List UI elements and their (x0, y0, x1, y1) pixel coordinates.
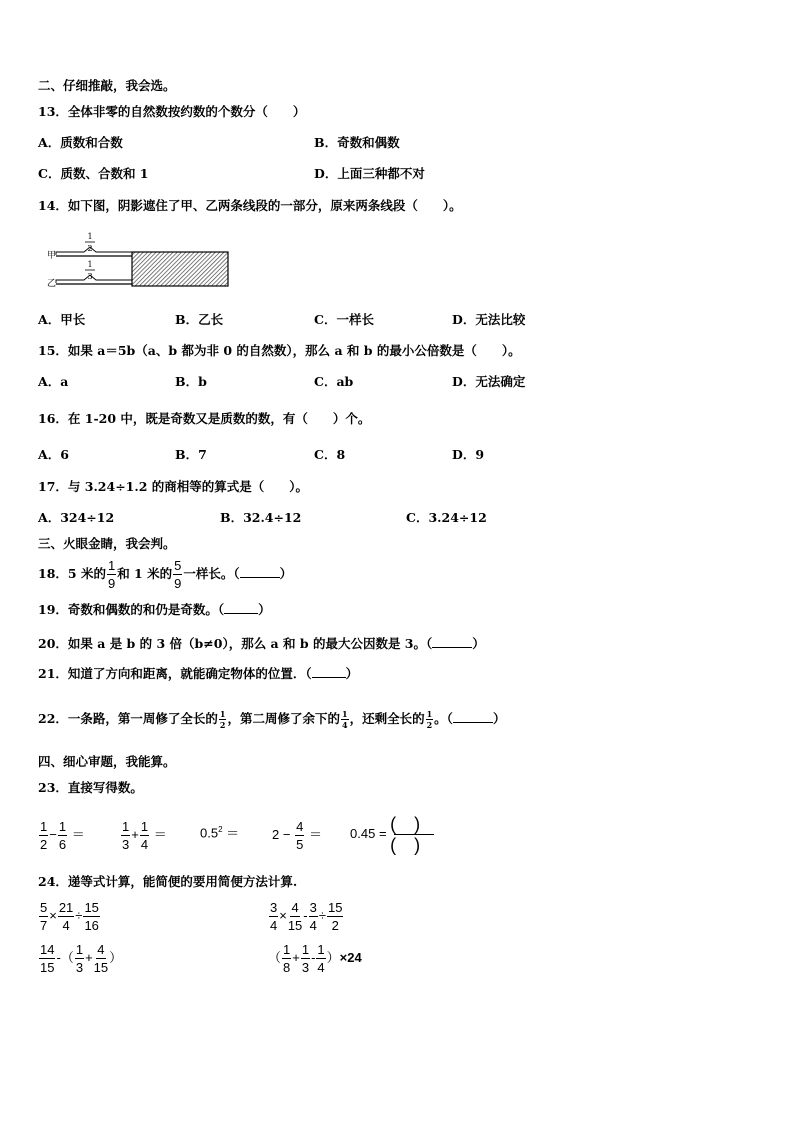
q22-fraction-2-den: 4 (342, 720, 348, 730)
q24-e4-f3-num: 1 (317, 942, 325, 958)
q24-e3-f3-den: 15 (93, 960, 109, 976)
q24-e3-right-paren: ） (109, 950, 123, 965)
q18-text-1: 18．5 米的 (38, 566, 106, 581)
q16-option-c[interactable]: C．8 (314, 447, 346, 462)
q23-e2-frac-a (121, 820, 130, 851)
q23-e1-equals: ＝ (71, 827, 85, 842)
q24-e3-f1-den: 15 (40, 960, 55, 976)
q24-e4-op1: + (292, 950, 300, 965)
q24-e2-frac-3 (309, 901, 318, 932)
q21-close-paren: ） (345, 666, 359, 681)
q24-e2-op1: × (279, 908, 287, 923)
q15-option-c[interactable]: C．ab (314, 374, 354, 389)
q17-option-c[interactable]: C．3.24÷12 (406, 510, 487, 525)
q23-e5-denominator-blank[interactable]: () (390, 835, 439, 856)
q24-e2-f1-num: 3 (270, 900, 278, 916)
q16-option-b[interactable]: B．7 (175, 447, 207, 462)
q22-fraction-3 (426, 710, 434, 729)
q13-option-a[interactable]: A．质数和合数 (38, 135, 123, 150)
q22-fraction-1 (219, 710, 227, 729)
q14-yi-brace (56, 275, 132, 283)
q20-text: 20．如果 a 是 b 的 3 倍（b≠0），那么 a 和 b 的最大公因数是 3。（ (38, 636, 433, 651)
q23-e5-equals: = (378, 826, 387, 841)
q23-e4-equals: ＝ (308, 827, 322, 842)
q14-jia-brace (56, 247, 132, 255)
q13-option-b[interactable]: B．奇数和偶数 (314, 135, 400, 150)
section-title-calc: 四、细心审题，我能算。 (38, 754, 176, 769)
q22-text-3: ，还剩全长的 (349, 711, 425, 726)
q24-e2-f4-num: 15 (328, 900, 343, 916)
q24-e1-f1-num: 5 (40, 900, 48, 916)
q24-e3-frac-3 (94, 943, 108, 974)
q23-e2-equals: ＝ (153, 827, 167, 842)
q20-statement (38, 638, 485, 651)
q24-e1-op1: × (49, 908, 57, 923)
q14-option-b[interactable]: B．乙长 (175, 312, 224, 327)
q18-fraction-1 (107, 559, 116, 590)
q23-stem: 23．直接写得数。 (38, 780, 143, 795)
q24-e1-f2-den: 4 (62, 918, 70, 934)
q23-e4-op: − (282, 827, 291, 842)
q14-yi-frac-den: 3 (87, 272, 93, 281)
q16-stem: 16．在 1-20 中，既是奇数又是质数的数，有（ ）个。 (38, 411, 371, 426)
q20-answer-blank[interactable] (432, 647, 472, 648)
q15-option-d[interactable]: D．无法确定 (452, 374, 526, 389)
q24-e4-f1-num: 1 (283, 942, 291, 958)
q24-e1-op2: ÷ (75, 908, 83, 923)
q14-jia-frac-num: 1 (87, 232, 93, 241)
q23-e1-b-den: 6 (58, 837, 67, 853)
q14-yi-frac-num: 1 (87, 260, 93, 269)
q24-e1-frac-2 (58, 901, 74, 932)
q24-e3-f1-num: 14 (40, 942, 55, 958)
q23-e1-a-num: 1 (40, 819, 48, 835)
q24-e1-f3-den: 16 (84, 918, 99, 934)
q15-option-b[interactable]: B．b (175, 374, 207, 389)
q18-text-4: ） (279, 566, 293, 581)
q23-e2-a-den: 3 (122, 837, 130, 853)
q23-e3-base: 0.5 (200, 825, 219, 841)
q22-fraction-2-num: 1 (342, 709, 348, 719)
q17-stem: 17．与 3.24÷1.2 的商相等的算式是（ ）。 (38, 479, 309, 494)
q14-segment-figure (44, 228, 234, 292)
q18-fraction-2-num: 5 (174, 558, 182, 573)
q24-e2-frac-4 (327, 901, 343, 932)
q23-e3-exponent: 2 (218, 825, 223, 834)
q24-e2-f3-num: 3 (309, 900, 317, 916)
q21-statement (38, 668, 358, 681)
q22-text-4: 。（ (434, 711, 453, 726)
q17-option-a[interactable]: A．324÷12 (38, 510, 115, 525)
q24-e2-f2-den: 15 (287, 918, 303, 934)
q24-e3-f2-den: 3 (75, 960, 84, 976)
q14-shaded-block (132, 252, 228, 286)
q14-figure-svg (44, 228, 234, 292)
q15-stem: 15．如果 a＝5b（a、b 都为非 0 的自然数），那么 a 和 b 的最小公倍数是（ ）。 (38, 343, 521, 358)
q22-answer-blank[interactable] (453, 722, 493, 723)
q24-e2-op3: ÷ (318, 908, 327, 923)
q14-option-a[interactable]: A．甲长 (38, 312, 86, 327)
q24-e4-f1-den: 8 (283, 960, 291, 976)
q23-e2-a-num: 1 (122, 819, 130, 835)
q24-e2-f2-num: 4 (291, 900, 299, 916)
q24-e1-f1-den: 7 (40, 918, 48, 934)
q24-e4-f3-den: 4 (317, 960, 325, 976)
q22-fraction-1-den: 2 (219, 720, 226, 730)
q16-option-a[interactable]: A．6 (38, 447, 69, 462)
q22-statement (38, 705, 505, 733)
q24-e4-op2: - (311, 950, 316, 965)
q24-e2-op2: - (303, 908, 308, 923)
q14-jia-frac-den: 2 (87, 244, 93, 253)
q24-stem: 24．递等式计算，能简便的要用简便方法计算. (38, 874, 298, 889)
q18-fraction-2-den: 9 (174, 576, 182, 591)
q13-stem: 13．全体非零的自然数按约数的个数分（ ） (38, 104, 306, 119)
q24-e3-f3-num: 4 (97, 942, 105, 958)
q18-statement (38, 557, 292, 591)
q14-label-jia: 甲 (47, 251, 57, 261)
q24-expr-4 (268, 940, 362, 976)
q23-e2-frac-b (140, 820, 149, 851)
q23-e1-frac-b (58, 820, 67, 851)
q16-option-d[interactable]: D．9 (452, 447, 485, 462)
q23-e4-frac (295, 820, 304, 851)
q24-e2-f4-den: 2 (331, 918, 339, 934)
q24-e2-frac-2 (288, 901, 302, 932)
q23-e1-b-num: 1 (58, 819, 67, 835)
q23-expr-4 (272, 818, 322, 852)
q24-e3-f2-num: 1 (75, 942, 84, 958)
q24-e4-right-paren: ） (326, 950, 340, 965)
q24-e4-frac-3 (316, 943, 325, 974)
q22-close-paren: ） (492, 711, 506, 726)
q24-e4-f2-num: 1 (301, 942, 310, 958)
q24-expr-3 (38, 940, 122, 976)
q23-e5-lhs: 0.45 (350, 826, 376, 841)
section-title-choice: 二、仔细推敲，我会选。 (38, 78, 176, 93)
q14-label-yi: 乙 (47, 279, 57, 289)
q18-fraction-1-den: 9 (107, 576, 116, 591)
q19-answer-blank[interactable] (224, 613, 258, 614)
q13-option-d[interactable]: D．上面三种都不对 (314, 166, 425, 181)
q20-close-paren: ） (472, 636, 485, 651)
q24-e4-frac-2 (301, 943, 310, 974)
q24-e4-f2-den: 3 (301, 960, 310, 976)
q24-expr-2 (268, 898, 344, 934)
q23-expr-1 (38, 818, 85, 852)
q24-e2-frac-1 (269, 901, 278, 932)
q14-stem: 14．如下图，阴影遮住了甲、乙两条线段的一部分，原来两条线段（ ）。 (38, 198, 462, 213)
q23-e5-numerator-blank[interactable]: () (390, 814, 439, 835)
q23-e2-op: + (131, 827, 139, 842)
q24-e2-f1-den: 4 (270, 918, 278, 934)
q17-option-b[interactable]: B．32.4÷12 (220, 510, 302, 525)
q23-e5-answer-fraction[interactable] (390, 815, 438, 854)
q24-e3-frac-1 (39, 943, 55, 974)
q24-e3-frac-2 (75, 943, 84, 974)
q21-text: 21．知道了方向和距离，就能确定物体的位置．（ (38, 666, 312, 681)
q19-text: 19．奇数和偶数的和仍是奇数。（ (38, 602, 225, 617)
q22-fraction-2 (341, 710, 349, 729)
q23-e1-frac-a (39, 820, 48, 851)
q23-e1-a-den: 2 (40, 837, 48, 853)
q24-e1-frac-3 (83, 901, 99, 932)
q24-e1-f3-num: 15 (84, 900, 99, 916)
q24-e1-frac-1 (39, 901, 48, 932)
q18-fraction-2 (173, 559, 182, 590)
q23-e3-equals: ＝ (226, 825, 240, 841)
q21-answer-blank[interactable] (312, 677, 346, 678)
q19-close-paren: ） (258, 602, 271, 617)
q23-e2-b-den: 4 (140, 837, 149, 853)
q23-e4-whole: 2 (272, 827, 280, 842)
q23-e2-b-num: 1 (140, 819, 149, 835)
q14-option-c[interactable]: C．一样长 (314, 312, 374, 327)
q23-expr-5 (350, 812, 438, 856)
q14-option-d[interactable]: D．无法比较 (452, 312, 526, 327)
q24-e1-f2-num: 21 (58, 900, 74, 916)
q18-fraction-1-num: 1 (107, 558, 116, 573)
q24-expr-1 (38, 898, 101, 934)
q24-e4-left-paren: （ (268, 950, 282, 965)
q24-e4-multiplier: ×24 (339, 950, 362, 965)
q19-statement (38, 604, 271, 617)
section-title-judge: 三、火眼金睛，我会判。 (38, 536, 176, 551)
q24-e2-f3-den: 4 (309, 918, 317, 934)
q23-expr-3 (200, 826, 239, 839)
q24-e3-op1: - (56, 950, 61, 965)
q22-text-2: ，第二周修了余下的 (227, 711, 340, 726)
q22-fraction-1-num: 1 (219, 709, 226, 719)
q23-e1-op: − (49, 827, 57, 842)
q22-fraction-3-den: 2 (426, 720, 433, 730)
q18-text-2: 和 1 米的 (117, 566, 173, 581)
q24-e3-left-paren: （ (60, 950, 74, 965)
q22-fraction-3-num: 1 (426, 709, 433, 719)
q24-e4-frac-1 (282, 943, 291, 974)
q18-text-3: 一样长。（ (183, 566, 240, 581)
q24-e3-op2: + (85, 950, 93, 965)
q15-option-a[interactable]: A．a (38, 374, 69, 389)
q13-option-c[interactable]: C．质数、合数和 1 (38, 166, 149, 181)
q22-text-1: 22．一条路，第一周修了全长的 (38, 711, 218, 726)
q18-answer-blank[interactable] (240, 577, 280, 578)
q23-e4-num: 4 (296, 819, 304, 835)
q23-expr-2 (120, 818, 167, 852)
q23-e4-den: 5 (296, 837, 304, 853)
